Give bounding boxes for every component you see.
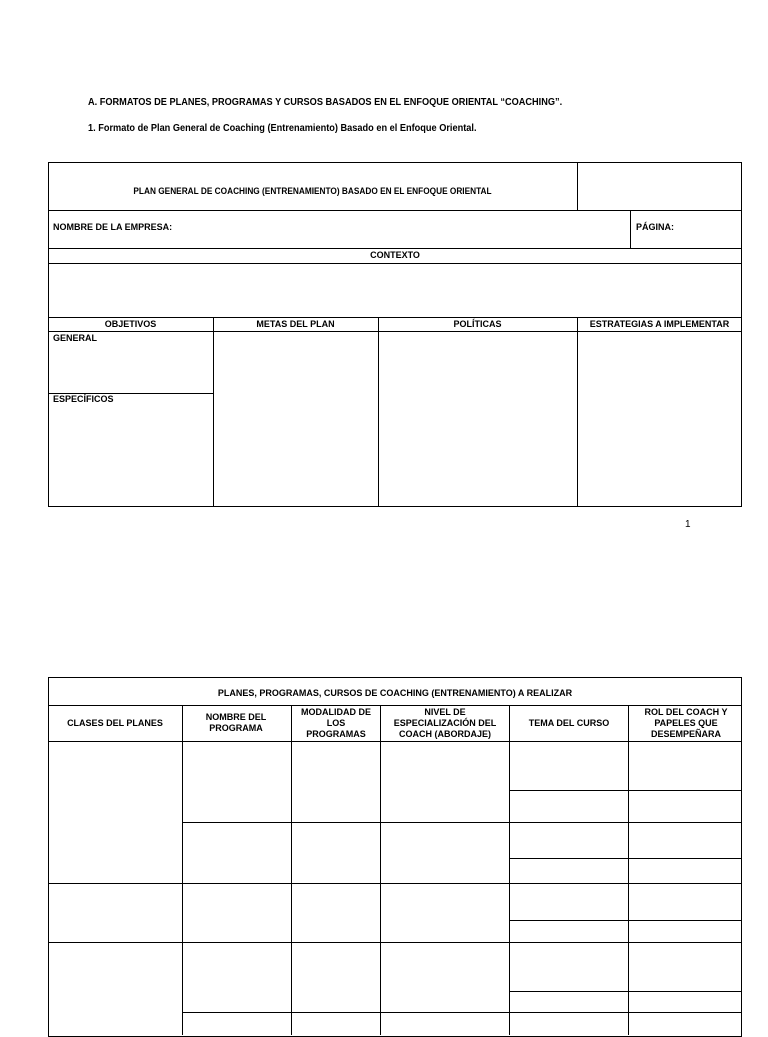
column-plan-classes: CLASES DEL PLANES: [67, 717, 163, 728]
section-a-heading: A. FORMATOS DE PLANES, PROGRAMAS Y CURSOS BASADOS EN EL ENFOQUE ORIENTAL “COACHING”.: [88, 97, 563, 108]
context-label: CONTEXTO: [370, 250, 420, 260]
plan-table-title: PLAN GENERAL DE COACHING (ENTRENAMIENTO) BASADO EN EL ENFOQUE ORIENTAL: [133, 186, 492, 196]
column-coach-role: ROL DEL COACH Y PAPELES QUE DESEMPEÑARA: [644, 706, 728, 739]
column-coach-specialization: NIVEL DE ESPECIALIZACIÓN DEL COACH (ABORDAJE): [393, 706, 497, 739]
column-strategies: ESTRATEGIAS A IMPLEMENTAR: [589, 319, 730, 329]
specific-objectives-label: ESPECÍFICOS: [53, 394, 114, 404]
column-policies: POLÍTICAS: [453, 319, 502, 329]
column-course-topic: TEMA DEL CURSO: [528, 717, 610, 728]
plan-table: [48, 162, 742, 507]
page-number: 1: [685, 519, 691, 530]
company-name-label: NOMBRE DE LA EMPRESA:: [53, 222, 173, 232]
column-plan-goals: METAS DEL PLAN: [256, 319, 335, 329]
column-program-name: NOMBRE DEL PROGRAMA: [205, 712, 267, 733]
page-label: PÁGINA:: [636, 222, 674, 232]
general-objective-label: GENERAL: [53, 333, 98, 343]
item-1-heading: 1. Formato de Plan General de Coaching (Entrenamiento) Basado en el Enfoque Oriental.: [88, 123, 477, 134]
column-program-modality: MODALIDAD DE LOS PROGRAMAS: [301, 706, 371, 739]
column-objectives: OBJETIVOS: [104, 319, 157, 329]
programs-table-title: PLANES, PROGRAMAS, CURSOS DE COACHING (ENTRENAMIENTO) A REALIZAR: [217, 688, 573, 698]
